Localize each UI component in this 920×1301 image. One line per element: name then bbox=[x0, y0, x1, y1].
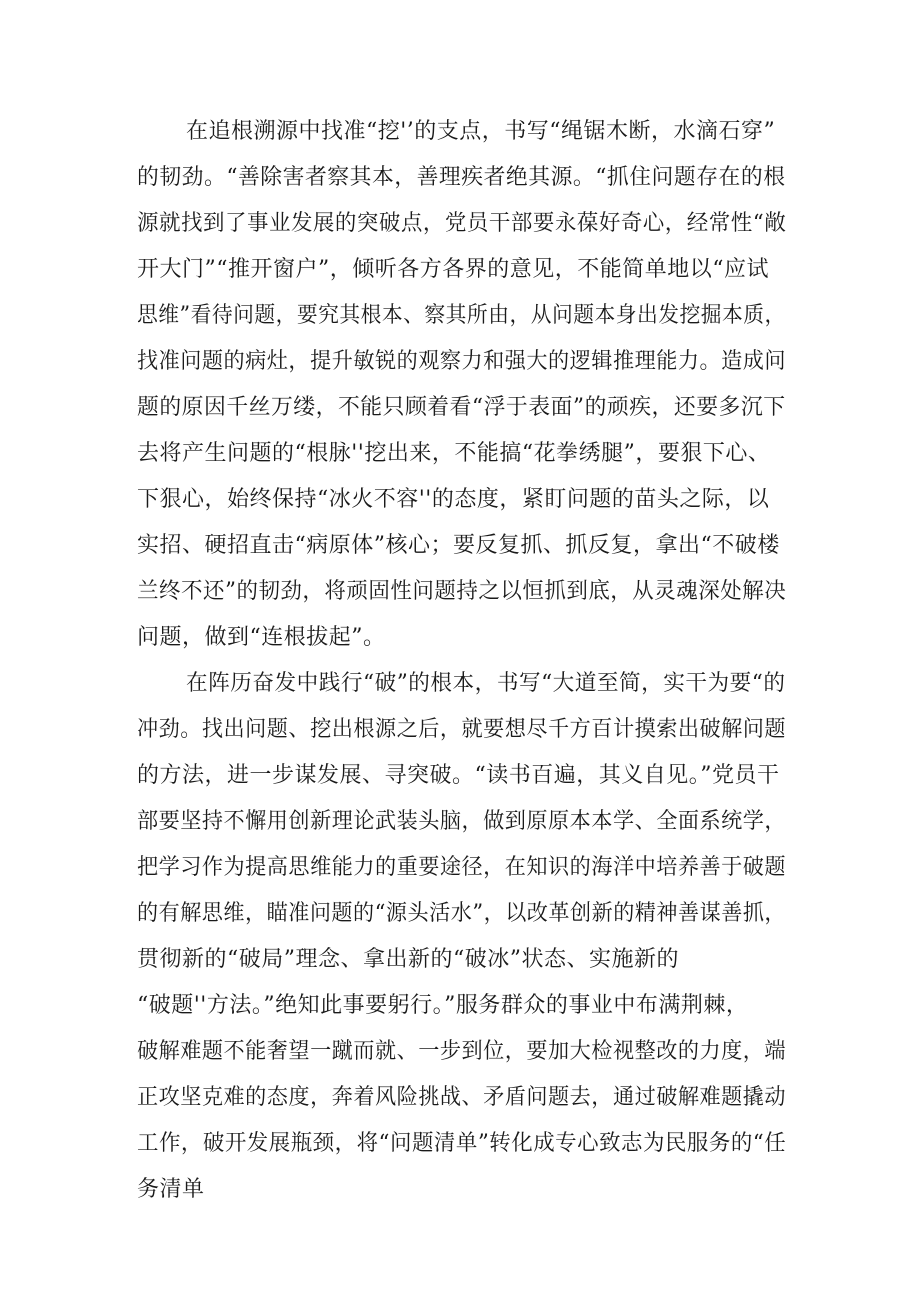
paragraph-line: 贯彻新的“破局”理念、拿出新的“破冰”状态、实施新的 bbox=[137, 947, 679, 972]
paragraph-line: 的有解思维，瞄准问题的“源头活水”，以改革创新的精神善谋善抓， bbox=[137, 901, 787, 926]
paragraph-line: “破题''方法。”绝知此事要躬行。”服务群众的事业中布满荆棘， bbox=[137, 993, 749, 1018]
paragraph-line: 的韧劲。“善除害者察其本，善理疾者绝其源。“抓住问题存在的根 bbox=[137, 165, 786, 190]
paragraph-line: 实招、硬招直击“病原体”核心；要反复抓、抓反复，拿出“不破楼 bbox=[137, 533, 780, 558]
paragraph-line: 正攻坚克难的态度，奔着风险挑战、矛盾问题去，通过破解难题撬动 bbox=[137, 1085, 787, 1110]
paragraph-line: 问题，做到“连根拔起”。 bbox=[137, 625, 386, 650]
paragraph-line: 在阵历奋发中践行“破”的根本，书写“大道至简，实干为要“的 bbox=[186, 671, 786, 696]
paragraph-line: 题的原因千丝万缕，不能只顾着看“浮于表面”的顽疾，还要多沉下 bbox=[137, 395, 786, 420]
paragraph-line: 工作，破开发展瓶颈，将“问题清单”转化成专心致志为民服务的“任 bbox=[137, 1131, 787, 1156]
paragraph-line: 兰终不还”的韧劲，将顽固性问题持之以恒抓到底，从灵魂深处解决 bbox=[137, 579, 787, 604]
paragraph-line: 破解难题不能奢望一蹴而就、一步到位，要加大检视整改的力度，端 bbox=[137, 1039, 787, 1064]
paragraph-line: 冲劲。找出问题、挖出根源之后，就要想尽千方百计摸索出破解问题 bbox=[137, 717, 787, 742]
paragraph-line: 务清单 bbox=[137, 1177, 205, 1202]
paragraph-line: 在追根溯源中找准“挖'’的支点，书写“绳锯木断，水滴石穿” bbox=[186, 119, 776, 144]
paragraph-line: 下狠心，始终保持“冰火不容''的态度，紧盯问题的苗头之际，以 bbox=[137, 487, 770, 512]
paragraph-line: 源就找到了事业发展的突破点，党员干部要永葆好奇心，经常性“敞 bbox=[137, 211, 787, 236]
paragraph-line: 把学习作为提高思维能力的重要途径，在知识的海洋中培养善于破题 bbox=[137, 855, 787, 880]
paragraph-line: 思维”看待问题，要究其根本、察其所由，从问题本身出发挖掘本质， bbox=[137, 303, 786, 328]
paragraph-line: 去将产生问题的“根脉''挖出来，不能搞“花拳绣腿”，要狠下心、 bbox=[137, 441, 771, 466]
paragraph-line: 的方法，进一步谋发展、寻突破。“读书百遍，其义自见。”党员干 bbox=[137, 763, 780, 788]
paragraph-line: 开大门”“推开窗户”，倾听各方各界的意见，不能简单地以“应试 bbox=[137, 257, 769, 282]
paragraph-line: 部要坚持不懈用创新理论武装头脑，做到原原本本学、全面系统学， bbox=[137, 809, 787, 834]
paragraph-line: 找准问题的病灶，提升敏锐的观察力和强大的逻辑推理能力。造成问 bbox=[137, 349, 787, 374]
